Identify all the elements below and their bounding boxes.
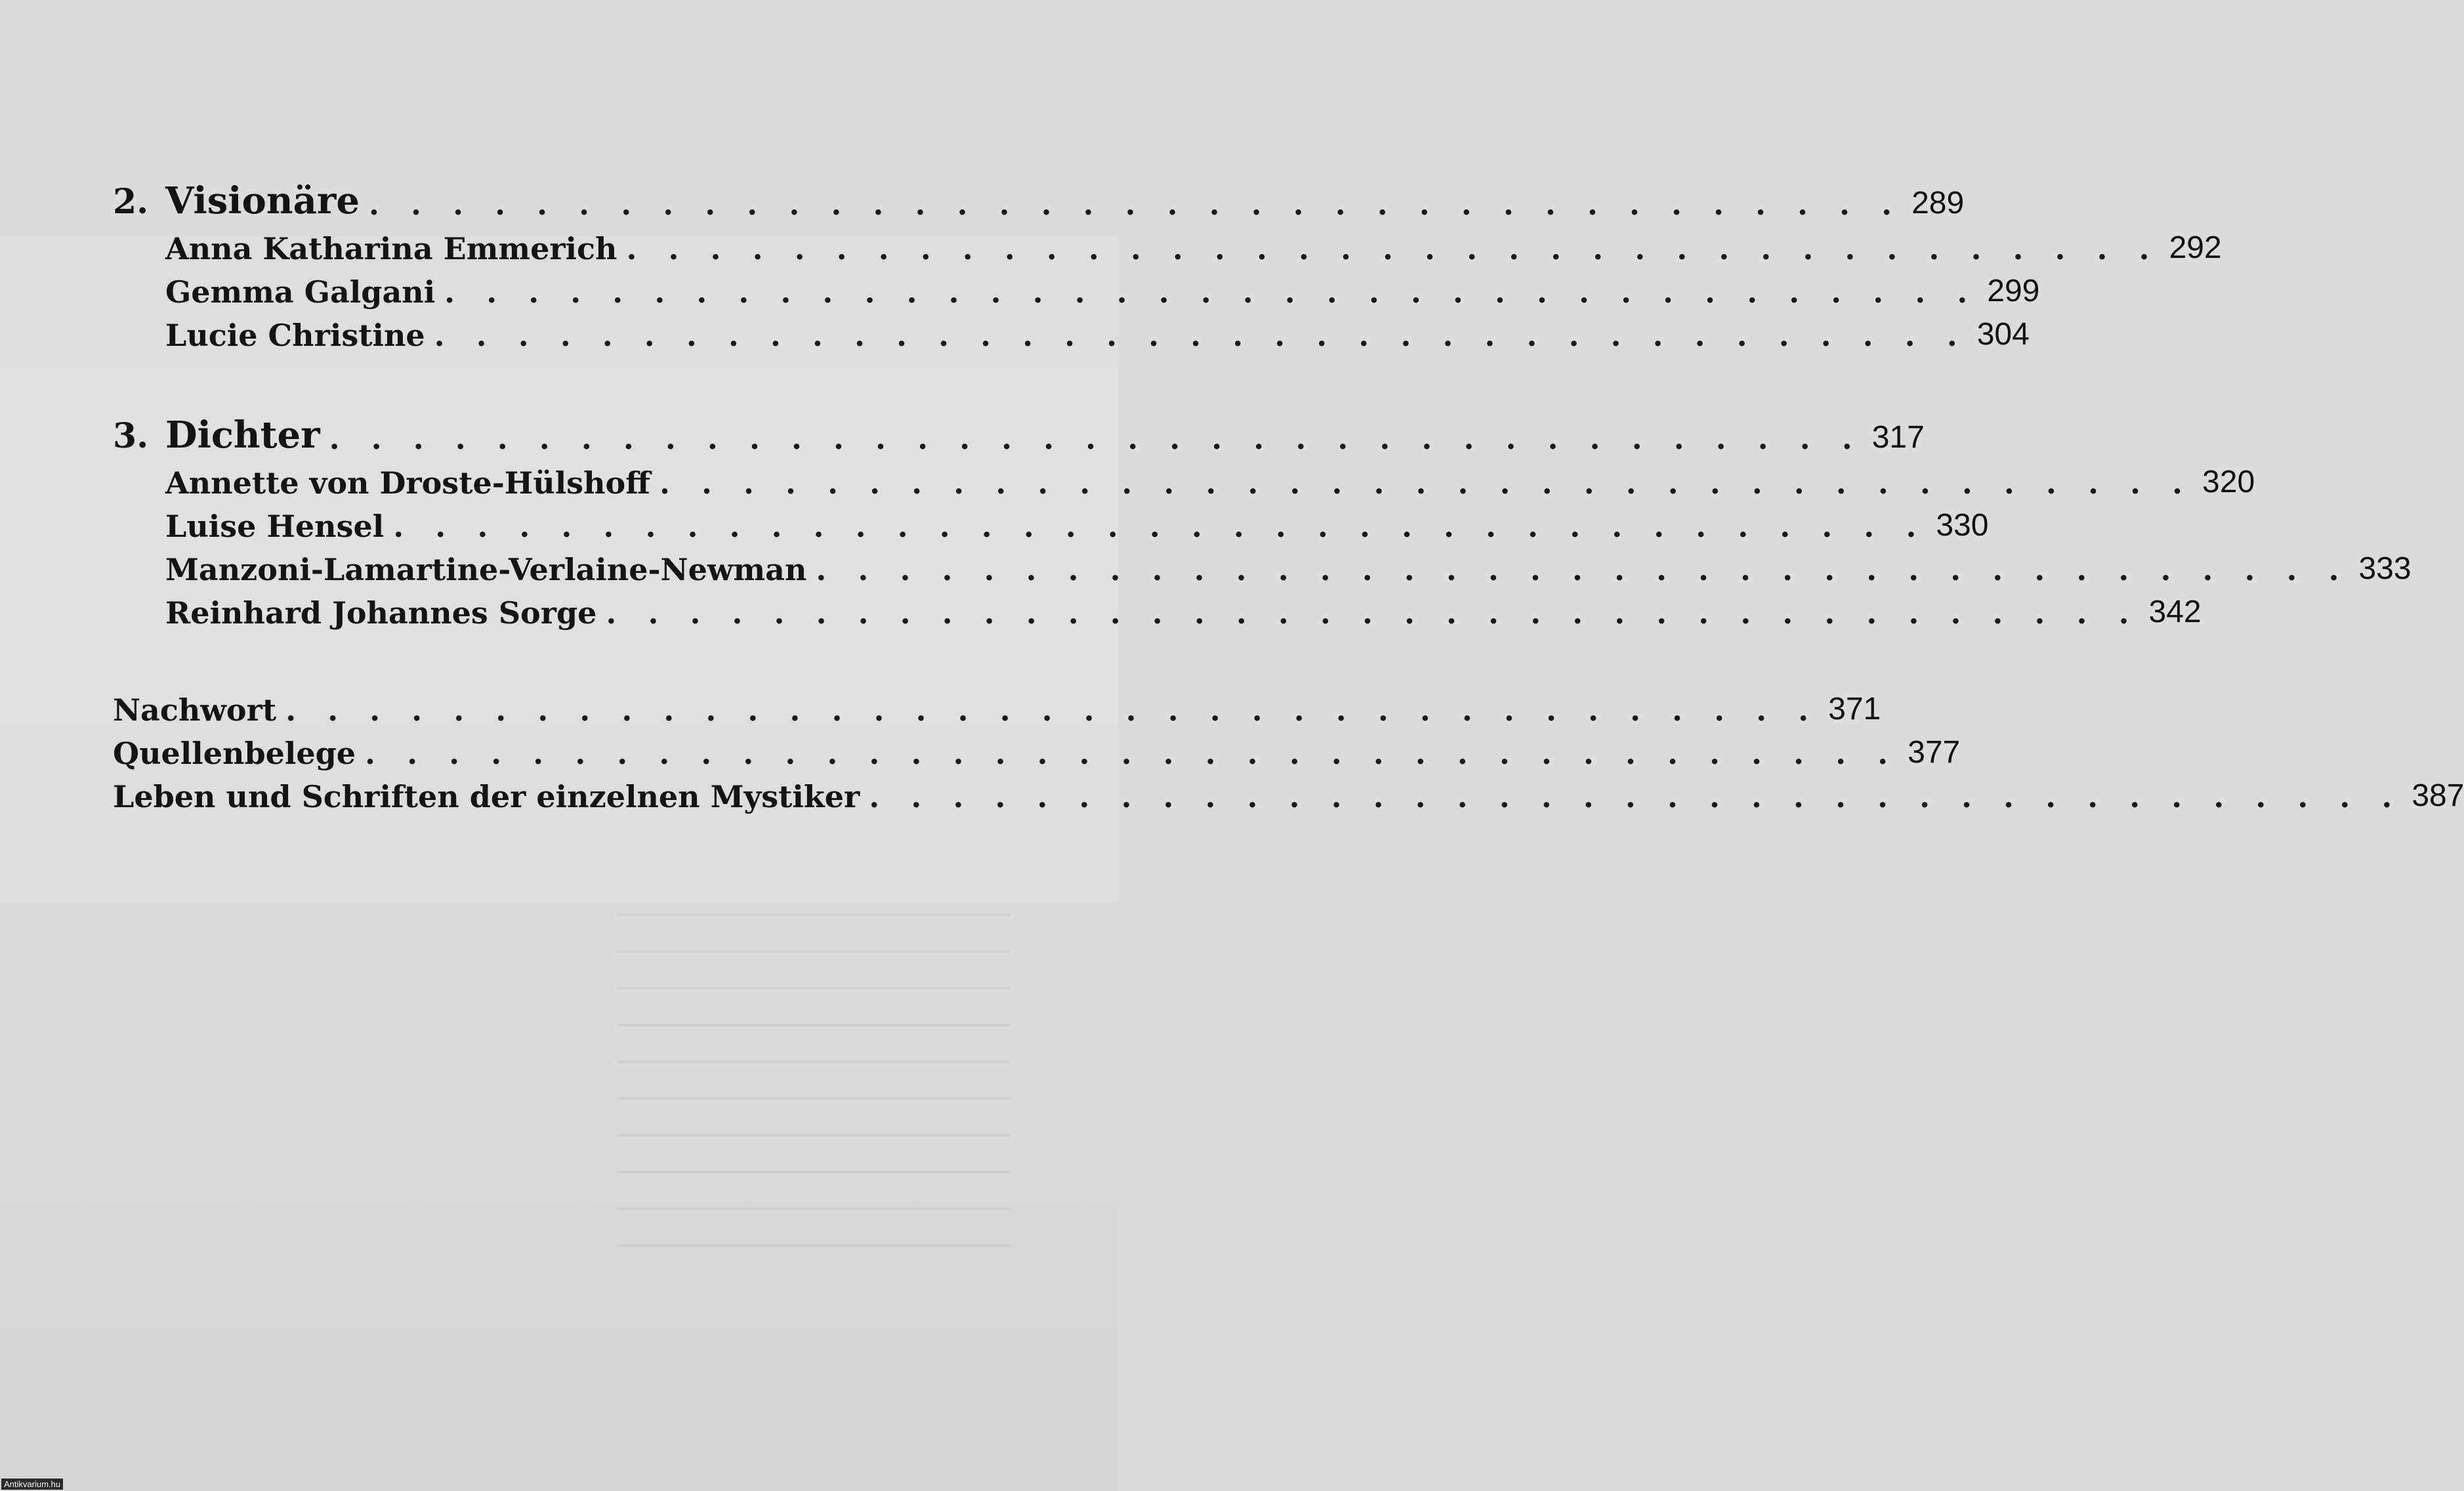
toc-appendix-entry (0, 726, 1961, 772)
toc-section-heading (0, 411, 1925, 457)
toc-entry (0, 586, 2202, 632)
leader-dots: . . . . . . . . . . . . . . . . . . . . . . . . . . . . . . . . . . . . . (816, 552, 2350, 587)
entry-title: Nachwort (113, 692, 277, 728)
toc-entry (0, 308, 2030, 354)
page-number: 330 (1936, 508, 1989, 543)
page-number: 289 (1911, 186, 1965, 220)
toc-entry (0, 222, 2222, 268)
page-number: 342 (2148, 595, 2202, 629)
toc-appendix-entry (0, 683, 1881, 729)
leader-dots: . . . . . . . . . . . . . . . . . . . . . . . . . . . . . . . . . . . . . (659, 465, 2194, 501)
toc-entry (0, 456, 2255, 502)
entry-title: Quellenbelege (113, 736, 356, 771)
leader-dots: . . . . . . . . . . . . . . . . . . . . . . . . . . . . . . . . . . . . . (329, 421, 1863, 456)
leader-dots: . . . . . . . . . . . . . . . . . . . . . . . . . . . . . . . . . . . . . (626, 231, 2160, 266)
leader-dots: . . . . . . . . . . . . . . . . . . . . . . . . . . . . . . . . . . . . . (434, 318, 1968, 353)
leader-dots: . . . . . . . . . . . . . . . . . . . . . . . . . . . . . . . . . . . . . (285, 692, 1820, 728)
page-number: 292 (2169, 230, 2222, 265)
leader-dots: . . . . . . . . . . . . . . . . . . . . . . . . . . . . . . . . . . . . . (869, 779, 2403, 814)
page-number: 304 (1976, 317, 2030, 352)
entry-title: Gemma Galgani (165, 274, 436, 310)
entry-title: Manzoni-Lamartine-Verlaine-Newman (165, 552, 807, 587)
toc-entry (0, 499, 1989, 545)
leader-dots: . . . . . . . . . . . . . . . . . . . . . . . . . . . . . . . . . . . . . (369, 186, 1903, 222)
section-title: Dichter (165, 413, 320, 457)
leader-dots: . . . . . . . . . . . . . . . . . . . . . . . . . . . . . . . . . . . . . (444, 274, 1978, 310)
page-number: 377 (1908, 735, 1961, 770)
entry-title: Annette von Droste-Hülshoff (165, 465, 650, 501)
watermark: Antikvarium.hu (1, 1479, 63, 1490)
toc-section-heading (0, 177, 1965, 223)
page-number: 333 (2358, 551, 2412, 586)
page-number: 371 (1828, 692, 1881, 726)
entry-title: Luise Hensel (165, 509, 385, 544)
page-number: 387 (2412, 778, 2464, 813)
section-number: 2. (113, 182, 149, 222)
entry-title: Anna Katharina Emmerich (165, 231, 617, 266)
section-title: Visionäre (165, 179, 360, 222)
toc-appendix-entry (0, 770, 2464, 816)
toc-entry (0, 543, 2412, 589)
leader-dots: . . . . . . . . . . . . . . . . . . . . . . . . . . . . . . . . . . . . . (393, 509, 1927, 544)
leader-dots: . . . . . . . . . . . . . . . . . . . . . . . . . . . . . . . . . . . . . (606, 595, 2140, 631)
page-number: 320 (2202, 465, 2255, 499)
show-through-texture (617, 879, 1011, 1247)
entry-title: Leben und Schriften der einzelnen Mystiker (113, 779, 860, 814)
entry-title: Reinhard Johannes Sorge (165, 595, 597, 631)
toc-entry (0, 265, 2040, 311)
page-number: 317 (1871, 420, 1925, 455)
page-number: 299 (1987, 274, 2040, 308)
section-number: 3. (113, 416, 149, 456)
leader-dots: . . . . . . . . . . . . . . . . . . . . . . . . . . . . . . . . . . . . . (365, 736, 1899, 771)
entry-title: Lucie Christine (165, 318, 425, 353)
